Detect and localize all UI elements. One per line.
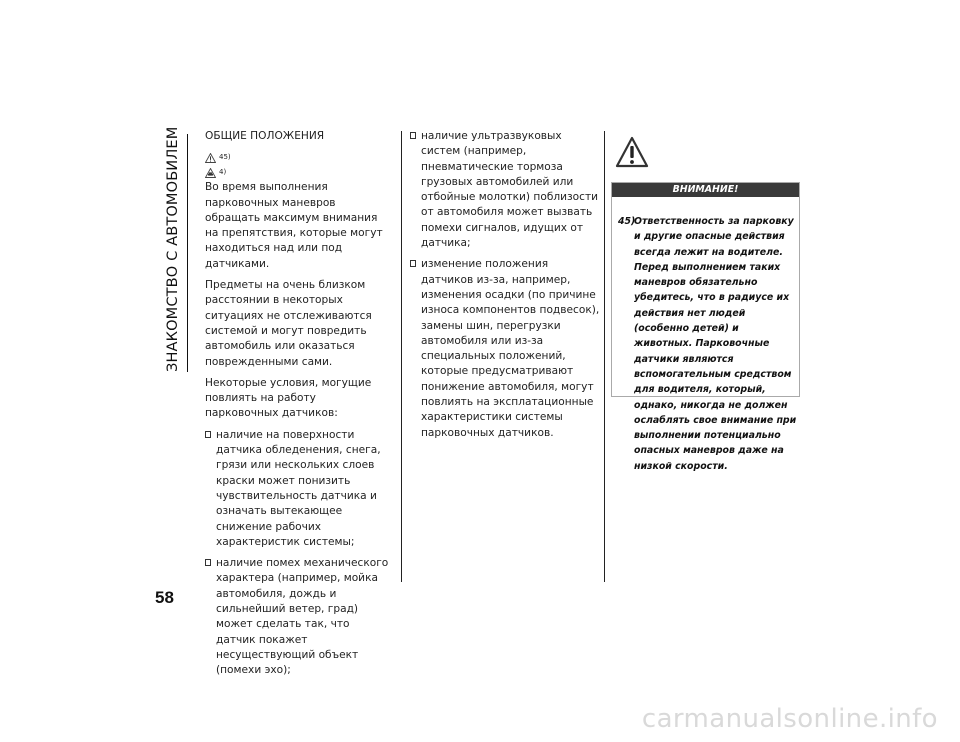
warning-triangle-icon (615, 136, 649, 168)
paragraph: Некоторые условия, могущие повлиять на работу парковочных датчиков: (205, 376, 372, 420)
column-divider (401, 131, 402, 582)
left-column (205, 129, 391, 685)
list-item-text: наличие помех механического характера (например, мойка автомобиля, дождь и сильнейший ветер, град) может сделать так, что датчик покажет несуществующий объект (помехи эхо); (216, 557, 389, 677)
warning-box (611, 182, 800, 472)
column-divider (604, 131, 605, 582)
checkbox-bullet-icon (410, 132, 416, 139)
page-number: 58 (155, 588, 174, 607)
bullet-list (410, 129, 600, 441)
list-item (205, 556, 391, 678)
section-side-title (159, 126, 188, 372)
paragraph: Во время выполнения парковочных маневров обращать максимум внимания на препятствия, которые могут находиться над или под датчиками. (205, 181, 383, 270)
warning-number: 45) (618, 216, 636, 227)
warning-text (618, 214, 797, 474)
watermark-text: carmanualsonline.info (641, 704, 938, 734)
note-reference (205, 165, 391, 180)
section-heading: ОБЩИЕ ПОЛОЖЕНИЯ (205, 130, 325, 142)
note-reference-number: 4) (219, 168, 227, 177)
watermark (0, 704, 960, 734)
list-item (410, 129, 600, 251)
list-item-text: наличие на поверхности датчика обледенения, снега, грязи или нескольких слоев краски может понизить чувствительность датчика и означать вытекающее снижение рабочих характеристик системы; (216, 428, 381, 548)
checkbox-bullet-icon (205, 431, 211, 438)
checkbox-bullet-icon (205, 559, 211, 566)
warning-title: ВНИМАНИЕ! (612, 183, 799, 197)
car-note-icon (205, 168, 216, 178)
list-item-text: наличие ультразвуковых систем (например, пневматические тормоза грузовых автомобилей или отбойные молотки) поблизости от автомобиля может вызвать помехи сигналов, идущих от датчика; (421, 130, 599, 250)
middle-column (410, 129, 600, 447)
checkbox-bullet-icon (410, 260, 416, 267)
paragraph: Предметы на очень близком расстоянии в некоторых ситуациях не отслеживаются системой и могут повредить автомобиль или оказаться поврежденными сами. (205, 279, 372, 368)
warning-triangle-icon (205, 153, 216, 163)
list-item (410, 257, 600, 441)
warning-reference-number: 45) (219, 153, 231, 162)
section-side-title-text: ЗНАКОМСТВО С АВТОМОБИЛЕМ (164, 126, 181, 372)
warning-reference (205, 150, 391, 165)
warning-body: Ответственность за парковку и другие опасные действия всегда лежит на водителе. Перед выполнением таких маневров обязательно убедитесь, что в радиусе их действия нет людей (особенно детей) и животных. Парковочные датчики являются вспомогательным средством для водителя, который, однако, никогда не должен ослаблять свое внимание при выполнении потенциально опасных маневров даже на низкой скорости. (634, 216, 797, 472)
bullet-list (205, 428, 391, 679)
list-item (205, 428, 391, 550)
list-item-text: изменение положения датчиков из-за, например, изменения осадки (по причине износа компонентов подвесок), замены шин, перегрузки автомобиля или из-за специальных положений, которые предусматривают понижение автомобиля, могут повлиять на эксплатационные характеристики системы парковочных датчиков. (421, 258, 600, 439)
